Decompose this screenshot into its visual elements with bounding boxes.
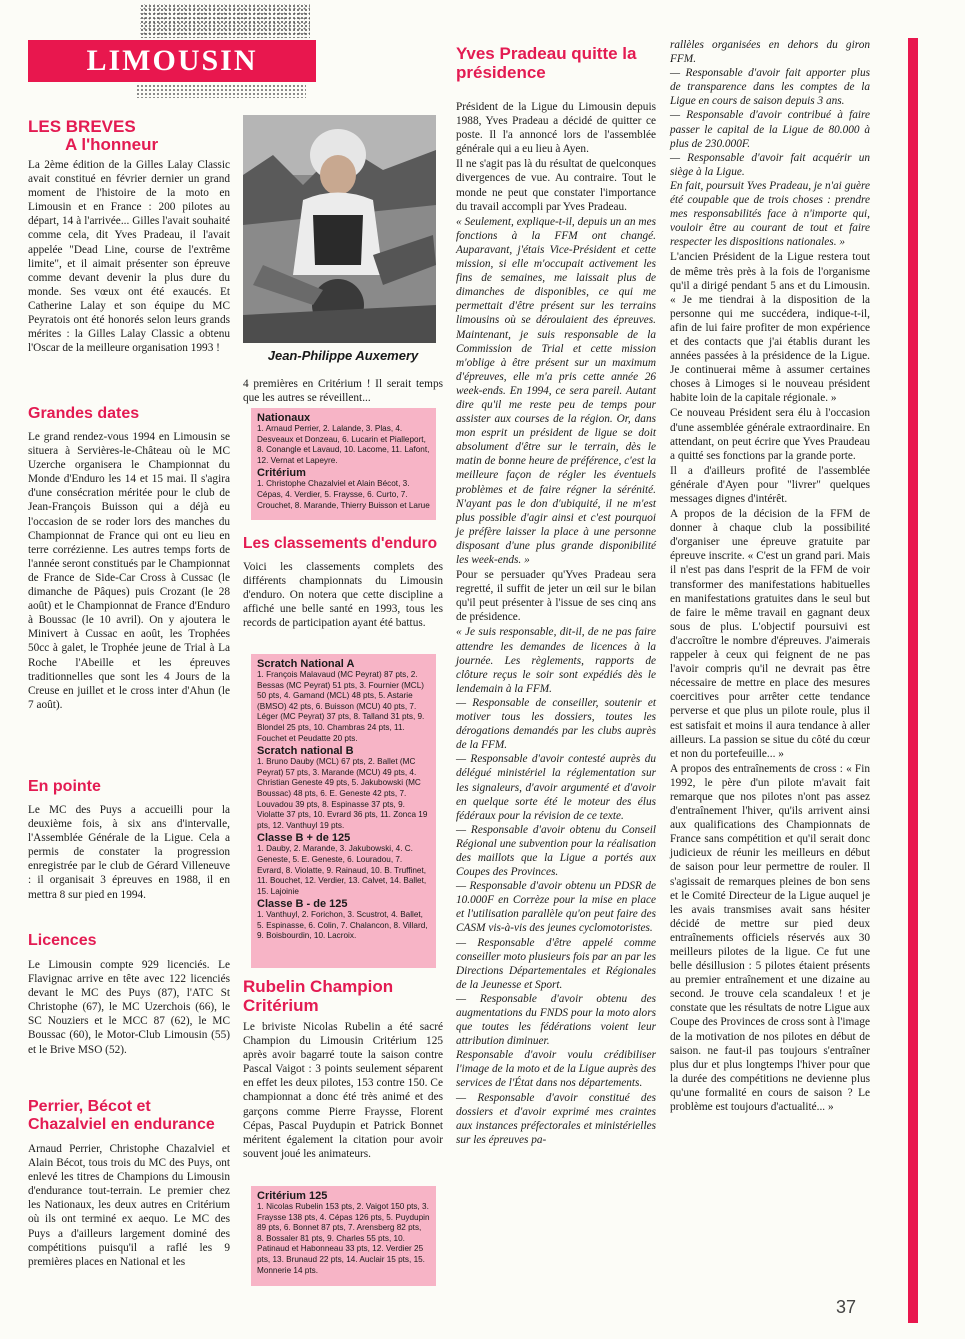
heading-classements: Les classements d'enduro: [243, 535, 438, 552]
para: — Responsable d'être appelé comme conseiller moto plusieurs fois par an par les Directions Départementales et Régionales de la Jeunesse et Sport.: [456, 936, 656, 991]
para: Ce nouveau Président sera élu à l'occasion d'une assemblée générale extraordinaire. En attendant, on peut écrire que Yves Praudeau a quitté ses fonctions par la grande porte.: [670, 407, 870, 462]
rider-photo-illustration: [243, 115, 436, 343]
para: Il ne s'agit pas là du résultat de quelconques divergences de vue. Au contraire. Tout le monde ne peut que constater l'importance du travail accompli par Yves Pradeau.: [456, 158, 656, 213]
para: L'ancien Président de la Ligue restera tout de même très près à la fois de l'organisme qu'il a dirigé pendant 5 ans et du Limousin. « Je me tiendrai à la disposition de la personne qui me succédera, indique-t-il, afin de lui faire profiter de mon expérience et des contacts que j'ai établis durant les années passées à la présidence de la Ligue. Je continuerai même à assumer certaines choses à Limoges si le nouveau président habite loin de la capitale régionale. »: [670, 251, 870, 405]
rider-photo: [243, 115, 436, 343]
para: — Responsable d'avoir fait apporter plus de transparence dans les comptes de la Ligue en cours de saison depuis 3 ans.: [670, 67, 870, 108]
para: — Responsable d'avoir fait acquérir un siège à la Ligue.: [670, 151, 870, 178]
heading-rubelin: Rubelin Champion Critérium: [243, 977, 394, 1015]
para: — Responsable d'avoir obtenu du Conseil Régional une subvention pour la réalisation des maillots que la Ligue a portés aux Coupes des Provinces.: [456, 823, 656, 879]
para: — Responsable d'avoir obtenu un PDSR de 10.000F en Corrèze pour la mise en place et l'utilisation parallèle qu'on peut faire des CASM vis-à-vis des jeunes cyclomotoristes.: [456, 880, 656, 935]
para: Il a d'ailleurs profité de l'assemblée générale d'Ayen pour "livrer" quelques messages dignes d'intérêt.: [670, 464, 870, 505]
heading-honneur: A l'honneur: [65, 135, 159, 154]
box-text: 1. Nicolas Rubelin 153 pts, 2. Vaigot 150 pts, 3. Fraysse 138 pts, 4. Cépas 126 pts, 5. Puydupin 89 pts, 6. Bonnet 87 pts, 7. Arensberg 82 pts, 8. Bossaler 81 pts, 9. Charles 55 pts, 10. Patinaud et Habonneau 33 pts, 12. Verdier 25 pts, 13. Brunaud 22 pts, 14. Auclair 15 pts, 15. Monnerie 14 pts.: [257, 1202, 430, 1275]
box-heading: Nationaux: [257, 412, 311, 424]
para: « Seulement, explique-t-il, depuis un an mes fonctions à la FFM ont changé. Auparavant, j'étais Vice-Président et cette mission, si elle m'occupait activement les fins de semaines, me laissait plus de dimanches de disponibles, ce qui me permettait d'être présent sur les terrains limousins où se déroulaient des épreuves. Maintenant, je suis responsable de la Commission de Trial et cette mission m'oblige à être présent sur un maximum d'épreuves, elle m'a pris cette année 26 week-ends. En 1994, ce sera pareil. Autant dire qu'il me reste peu de temps pour assister aux courses de la région. Or, dans mon esprit un président de ligue se doit absolument d'être sur le terrain, dès le matin de bonne heure de préférence, c'est la meilleure façon de régler les éventuels problèmes et de faire régner la sérénité. N'ayant pas le don d'ubiquité, il ne m'est plus possible d'agir ainsi et c'est pourquoi je préfère laisser la place à une personne disposant d'une plus grande disponibilité les week-ends. »: [456, 215, 656, 566]
heading-licences: Licences: [28, 932, 97, 949]
margin-rule: [908, 38, 918, 1323]
heading-perrier: Perrier, Bécot et Chazalviel en endurance: [28, 1098, 215, 1133]
box-text: 1. François Malavaud (MC Peyrat) 87 pts, 2. Bessas (MC Peyrat) 51 pts, 3. Fournier (MCL) 50 pts, 4. Gamand (MCL) 48 pts, 5. Astarie (BMSO) 42 pts, 6. Buisson (MCU) 40 pts, 7. Léger (MC Peyrat) 37 pts, 8. Talland 31 pts, 9. Blondel 25 pts, 10. Chambras 24 pts, 11. Fouchet et Peudatte 20 pts.: [257, 670, 425, 743]
box-heading: Classe B - de 125: [257, 898, 348, 911]
para: A propos des entraînements de cross : « Fin 1992, le père d'un pilote m'avait fait remarque que nos pilotes n'ont pas assez d'entraînement l'hiver, qu'ils arrivent ainsi aux qualifications des Championnats de France sans compétition et qu'il serait donc judicieux de réunir les meilleurs en début de saison pour leur permettre de rouler. Il s'agissait de remarques pleines de bon sens et le Comité Directeur de la Ligue auquel je les avais transmises avait sans hésiter décidé de mettre sur pied deux entraînements officiels réservés aux 30 meilleurs pilotes de la ligue. Ce fut une belle désillusion : 5 pilotes étaient présents au premier entraînement et une dizaine au second. Je trouve cela scandaleux ! et je constate que les résultats de notre Ligue aux Coupe des Provinces de cross sont à l'image de la motivation de nos pilotes en début de saison. ne faut-il pas toujours s'entraîner plus dur et plus longtemps l'hiver pour que la durée des compétitions ne devienne plus qu'une formalité en cours de saison ? Le problème est toujours d'actualité... »: [670, 762, 870, 1114]
box-text: 1. Dauby, 2. Marande, 3. Jakubowski, 4. C. Geneste, 5. E. Geneste, 6. Louradou, 7. Evrard, 8. Violatte, 9. Rainaud, 10. B. Truffinet, 11. Bouchet, 12. Verdier, 13. Calvet, 14. Ballet, 15. Lajoinie: [257, 844, 427, 896]
para-criterium-intro: 4 premières en Critérium ! Il serait temps que les autres se réveillent...: [243, 378, 443, 405]
para: En fait, poursuit Yves Pradeau, je n'ai guère été coupable que de trois choses : prendre mes responsabilités face à n'importe qui, vouloir être au courant de tout et faire respecter les dispositions nationales. »: [670, 179, 870, 249]
heading-yves: Yves Pradeau quitte la présidence: [456, 44, 637, 82]
results-box-nationaux: [251, 408, 436, 520]
section-banner: LIMOUSIN: [28, 40, 316, 82]
results-box-criterium125: [251, 1186, 436, 1286]
para: Responsable d'avoir voulu crédibiliser l'image de la moto et de la Ligue auprès des services de l'État dans nos départements.: [456, 1049, 656, 1090]
banner-speckle: [140, 4, 310, 38]
para: — Responsable d'avoir constitué des dossiers et d'avoir exprimé mes craintes aux instances préfectorales et ministérielles sur les épreuves pa-: [456, 1091, 656, 1146]
para-dates: Le grand rendez-vous 1994 en Limousin se situera à Servières-le-Château où le MC Uzerche organisera le Championnat du Monde d'Enduro les 14 et 15 mai. Il s'agira d'une consécration méritée pour le club de Jean-François Buisson qui a déjà eu l'occasion de se roder lors des manches du Championnat de France qui ont eu lieu en terre corrézienne. Les autres temps forts de l'année seront constitués par le Championnat de France de Side-Car Cross à Cussac (le dimanche de Pâques) puis Crozant (le 28 août) et le Championnat de France d'Enduro à Boussac (le 10 avril). On y ajoutera le Minivert à Cussac en août, les Trophées 50cc à galet, le Trophée jeune de Trial à La Roche l'Abeille et les épreuves traditionnelles que sont les 4 Jours de la Creuse en juillet et le cross inter d'Ahun (le 7 août).: [28, 431, 230, 711]
heading-pointe: En pointe: [28, 778, 101, 795]
box-heading: Critérium: [257, 467, 306, 480]
para: — Responsable d'avoir contesté auprès du délégué ministériel la réglementation sur les signaleurs, d'avoir argumenté et d'avoir en quelque sorte été le moteur des élus fédéraux pour la révision de ce texte.: [456, 753, 656, 822]
para: rallèles organisées en dehors du giron FFM.: [670, 39, 870, 66]
photo-caption: Jean-Philippe Auxemery: [267, 348, 419, 363]
box-text: 1. Vanthuyl, 2. Forichon, 3. Scustrot, 4. Ballet, 5. Espinasse, 6. Colin, 7. Chalancon, 8. Villard, 9. Boisbourdin, 10. Lacroix.: [257, 910, 428, 941]
para: Pour se persuader qu'Yves Pradeau sera regretté, il suffit de jeter un œil sur le bilan qu'il peut présenter à l'issue de ses cinq ans de présidence.: [456, 569, 656, 624]
box-text: 1. Christophe Chazalviel et Alain Bécot, 3. Cépas, 4. Verdier, 5. Fraysse, 6. Curto, 7. Crouchet, 8. Marande, Thierry Buisson et Larue: [257, 479, 430, 510]
para-pointe: Le MC des Puys a accueilli pour la deuxième fois, à six ans d'intervalle, l'Assemblée Générale de la Ligue. Cela a permis de constater la progression enregistrée par le club de Gérard Villeneuve : il organisait 3 épreuves en 1988, il en mettra 8 sur pied en 1994.: [28, 804, 230, 901]
heading-breves: LES BREVES: [28, 117, 136, 136]
article-body-col4: [670, 38, 870, 1114]
box-heading: Classe B + de 125: [257, 832, 351, 845]
results-box-enduro: [251, 654, 436, 968]
box-heading: Scratch National A: [257, 658, 355, 670]
para: — Responsable de conseiller, soutenir et motiver tous les dossiers, toutes les dérogations demandés par les clubs auprès de la FFM.: [456, 696, 656, 752]
page-number: 37: [836, 1297, 857, 1317]
para: Président de la Ligue du Limousin depuis 1988, Yves Pradeau a décidé de quitter ce poste. Il l'a annoncé lors de l'assemblée générale qui a eu lieu à Ayen.: [456, 101, 656, 156]
box-text: 1. Bruno Dauby (MCL) 67 pts, 2. Ballet (MC Peyrat) 57 pts, 3. Marande (MCU) 49 pts, 4. Christian Geneste 49 pts, 5. Jakubowski (MC Boussac) 48 pts, 6. E. Geneste 42 pts, 7. Louvadou 39 pts, 8. Espinasse 37 pts, 9. Violatte 37 pts, 10. Evrard 36 pts, 11. Zonca 19 pts, 12. Vanthuyl 19 pts.: [257, 757, 428, 830]
para: A propos de la décision de la FFM de donner à chaque club la possibilité d'organiser une épreuve gratuite par épreuve inscrite. « C'est un grand pari. Mais il n'est pas dans l'esprit de la FFM de voir transformer des manifestations habituelles en manifestations gratuites dans le seul but de faire le même travail en gagnant deux sous de plus. L'objectif poursuivi est d'accroître le nombre d'épreuves. J'aimerais rappeler à ceux qui feignent de ne pas l'avoir compris qu'il ne devrait pas être nécessaire de mettre en place des mesures coercitives pour arrêter cette tendance perverse et que plus un pilote roule, plus il est satisfait et moins il aura tendance à aller ailleurs. La passion se situe du côté du cœur et non du portefeuille... »: [670, 508, 870, 760]
para-rubelin: Le briviste Nicolas Rubelin a été sacré Champion du Limousin Critérium 125 après avoir bagarré toute la saison contre Pascal Vaigot : 3 points seulement séparent en effet les deux pilotes, 153 contre 150. Ce championnat a donc été très animé et des garçons comme Pierre Fraysse, Florent Cépas, Pascal Puydupin et Patrick Bonnet méritent également la citation pour avoir souvent joué les animateurs.: [243, 1021, 443, 1160]
para-honneur: La 2ème édition de la Gilles Lalay Classic avait constitué en février dernier un grand moment de l'histoire de la moto en Limousin et en France : 200 pilotes au départ, 14 à l'arrivée... Gilles l'avait souhaité comme cela, dit Yves Pradeau, il l'avait appelée "Dead Line, course de l'extrême limite", et il aimait présenter son épreuve comme devant devenir la plus dure du monde. Ses vœux ont été exaucés. Et Catherine Lalay et son équipe du MC Peyratois ont été honorés selon leurs grands mérites : la Gilles Lalay Classic a obtenu l'Oscar de la meilleure organisation 1993 !: [28, 159, 230, 355]
article-body-col3: [456, 100, 656, 1147]
box-heading: Scratch national B: [257, 745, 354, 758]
heading-dates: Grandes dates: [28, 405, 140, 422]
para-perrier: Arnaud Perrier, Christophe Chazalviel et Alain Bécot, tous trois du MC des Puys, ont enlevé les titres de Champions du Limousin d'endurance tout-terrain. Le premier chez les Nationaux, les deux autres en Critérium où ils ont terminé ex aequo. Le MC des Puys a d'ailleurs largement dominé des compétitions puisqu'il a raflé les 9 premières places en National et les: [28, 1143, 230, 1268]
para: — Responsable d'avoir contribué à faire passer le capital de la Ligue de 80.000 à plus de 230.000F.: [670, 109, 870, 150]
para-licences: Le Limousin compte 929 licenciés. Le Flavignac arrive en tête avec 122 licenciés devant le MC des Puys (87), l'ATC St Christophe (67), le MC Uzerchois (66), le SC Nouziers et le MCC 87 (62), le MC Boussac (60), le Motor-Club Limousin (55) et le Brive MSO (52).: [28, 959, 230, 1056]
banner-speckle-bottom: [136, 84, 306, 98]
box-heading: Critérium 125: [257, 1190, 328, 1202]
para: — Responsable d'avoir obtenu des augmentations du FNDS pour la moto alors que toutes les fédérations voient leur attribution diminuer.: [456, 992, 656, 1048]
para-classements: Voici les classements complets des différents championnats du Limousin d'enduro. On notera que cette discipline a affiché une belle santé en 1993, tous les records de participation ayant été battus.: [243, 561, 443, 630]
para: « Je suis responsable, dit-il, de ne pas faire attendre les demandes de licences à la journée. Les règlements, rapports de clôture reçus le soir sont expédiés dès le lendemain à la FFM.: [456, 626, 656, 695]
box-text: 1. Arnaud Perrier, 2. Lalande, 3. Plas, 4. Desveaux et Donzeau, 6. Lucarin et Pialleport, 8. Conangle et Lavaud, 10. Lacome, 11. Lafont, 12. Vernat et Lapeyre.: [257, 424, 430, 465]
